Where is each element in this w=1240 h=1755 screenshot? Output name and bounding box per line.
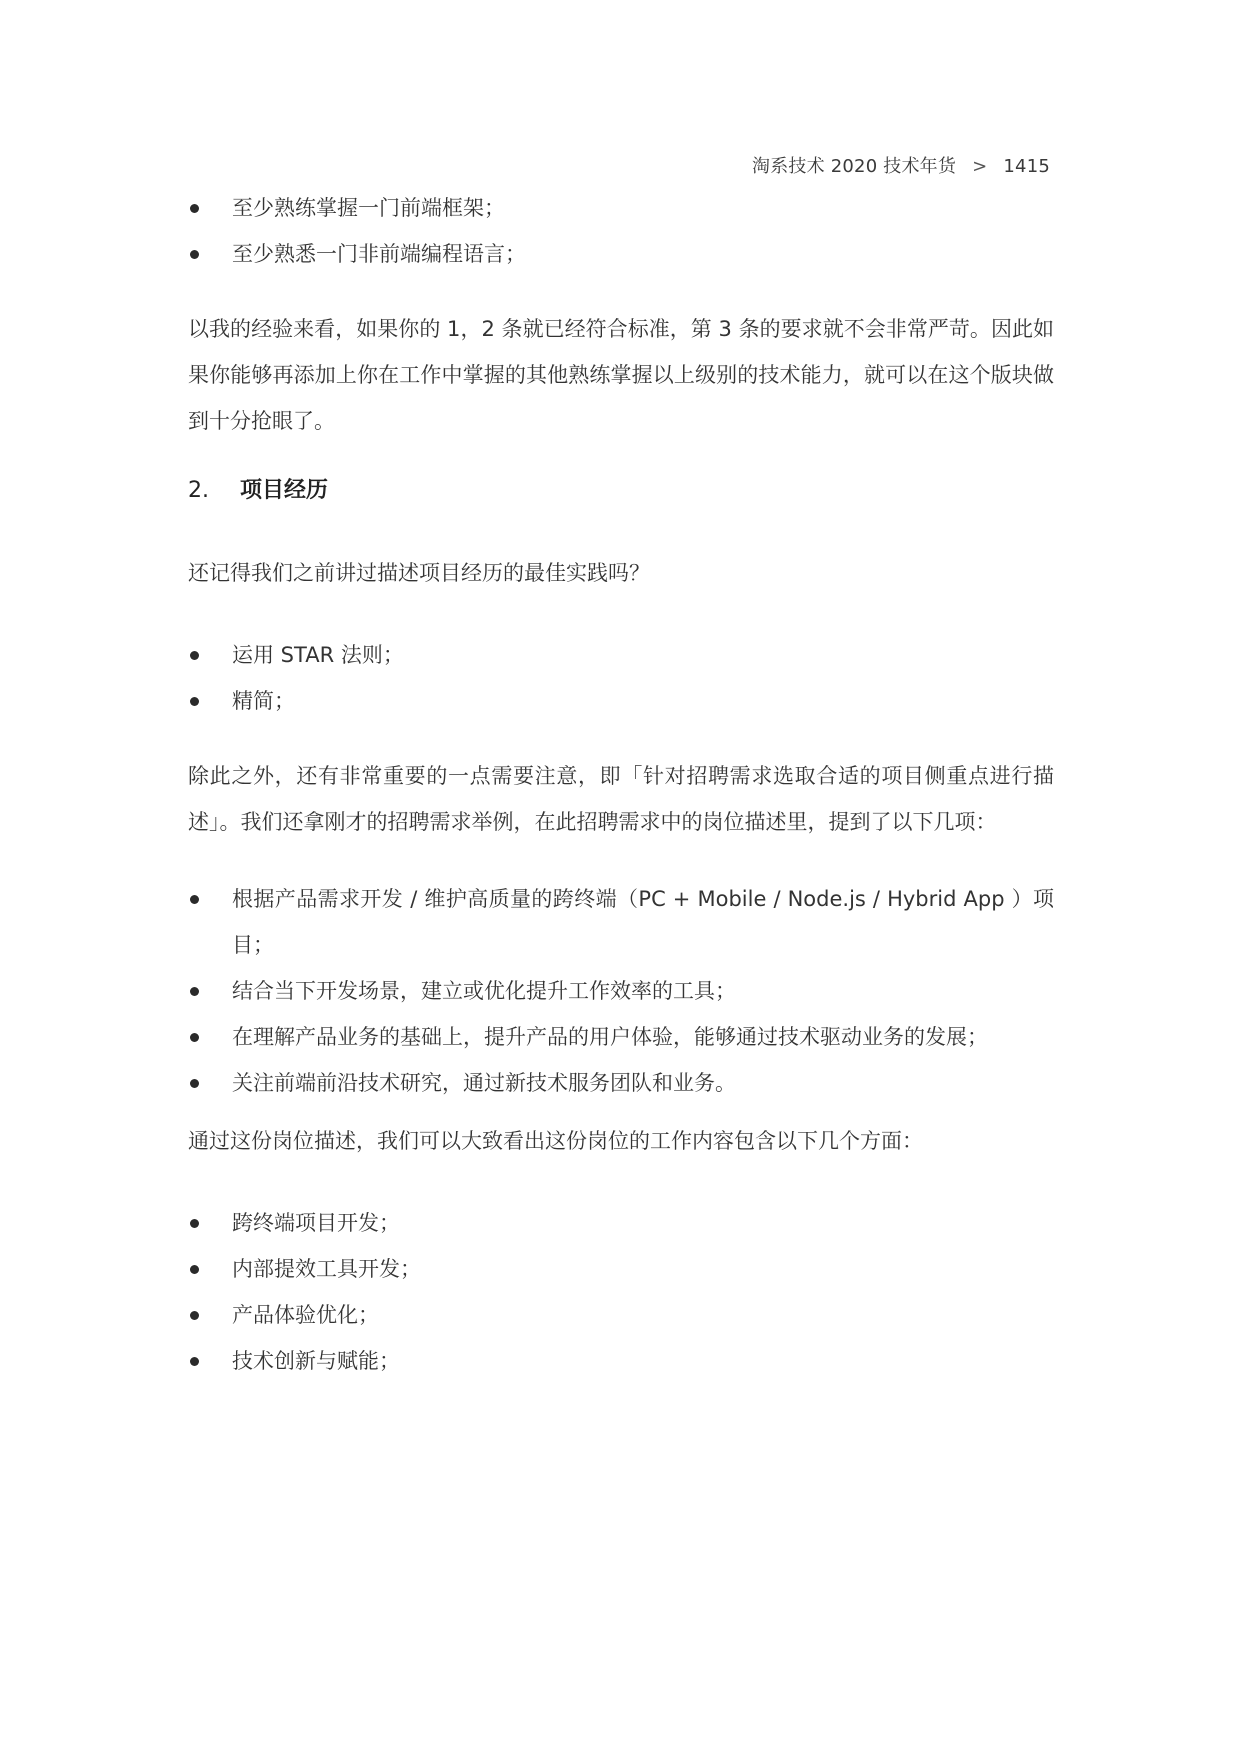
bullet-icon <box>190 651 199 660</box>
list-item: 在理解产品业务的基础上，提升产品的用户体验，能够通过技术驱动业务的发展； <box>188 1014 1054 1060</box>
book-title: 淘系技术 2020 技术年货 <box>752 156 957 177</box>
list-item: 精简； <box>188 678 1054 724</box>
besides-paragraph: 除此之外，还有非常重要的一点需要注意，即「针对招聘需求选取合适的项目侧重点进行描述」。我们还拿刚才的招聘需求举例，在此招聘需求中的岗位描述里，提到了以下几项： <box>188 764 1054 834</box>
list-item: 技术创新与赋能； <box>188 1338 1054 1384</box>
header-separator: > <box>972 156 988 177</box>
section-heading <box>188 468 328 514</box>
list-item: 根据产品需求开发 / 维护高质量的跨终端（PC + Mobile / Node.js / Hybrid App ）项目； <box>188 876 1054 968</box>
list-item: 产品体验优化； <box>188 1292 1054 1338</box>
bullet-icon <box>190 895 199 904</box>
bullet-icon <box>190 204 199 213</box>
through-paragraph: 通过这份岗位描述，我们可以大致看出这份岗位的工作内容包含以下几个方面： <box>188 1129 923 1153</box>
best-practice-list <box>188 632 1054 724</box>
requirement-list-end <box>188 185 1054 277</box>
page-number: 1415 <box>1003 156 1050 177</box>
bullet-icon <box>190 1219 199 1228</box>
bullet-icon <box>190 697 199 706</box>
recall-paragraph: 还记得我们之前讲过描述项目经历的最佳实践吗？ <box>188 561 650 585</box>
experience-paragraph: 以我的经验来看，如果你的 1，2 条就已经符合标准，第 3 条的要求就不会非常严苛。因此如果你能够再添加上你在工作中掌握的其他熟练掌握以上级别的技术能力，就可以在这个版块做到十分抢眼了。 <box>188 317 1054 433</box>
section-number: 2. <box>188 478 209 503</box>
bullet-icon <box>190 250 199 259</box>
bullet-icon <box>190 1033 199 1042</box>
running-header <box>752 152 1050 178</box>
bullet-icon <box>190 1357 199 1366</box>
list-item: 跨终端项目开发； <box>188 1200 1054 1246</box>
job-description-list <box>188 876 1054 1106</box>
work-content-list <box>188 1200 1054 1384</box>
list-item: 结合当下开发场景，建立或优化提升工作效率的工具； <box>188 968 1054 1014</box>
section-title: 项目经历 <box>240 478 329 503</box>
bullet-icon <box>190 1265 199 1274</box>
list-item: 关注前端前沿技术研究，通过新技术服务团队和业务。 <box>188 1060 1054 1106</box>
bullet-icon <box>190 987 199 996</box>
list-item: 内部提效工具开发； <box>188 1246 1054 1292</box>
list-item: 至少熟悉一门非前端编程语言； <box>188 231 1054 277</box>
list-item: 运用 STAR 法则； <box>188 632 1054 678</box>
bullet-icon <box>190 1079 199 1088</box>
list-item: 至少熟练掌握一门前端框架； <box>188 185 1054 231</box>
bullet-icon <box>190 1311 199 1320</box>
